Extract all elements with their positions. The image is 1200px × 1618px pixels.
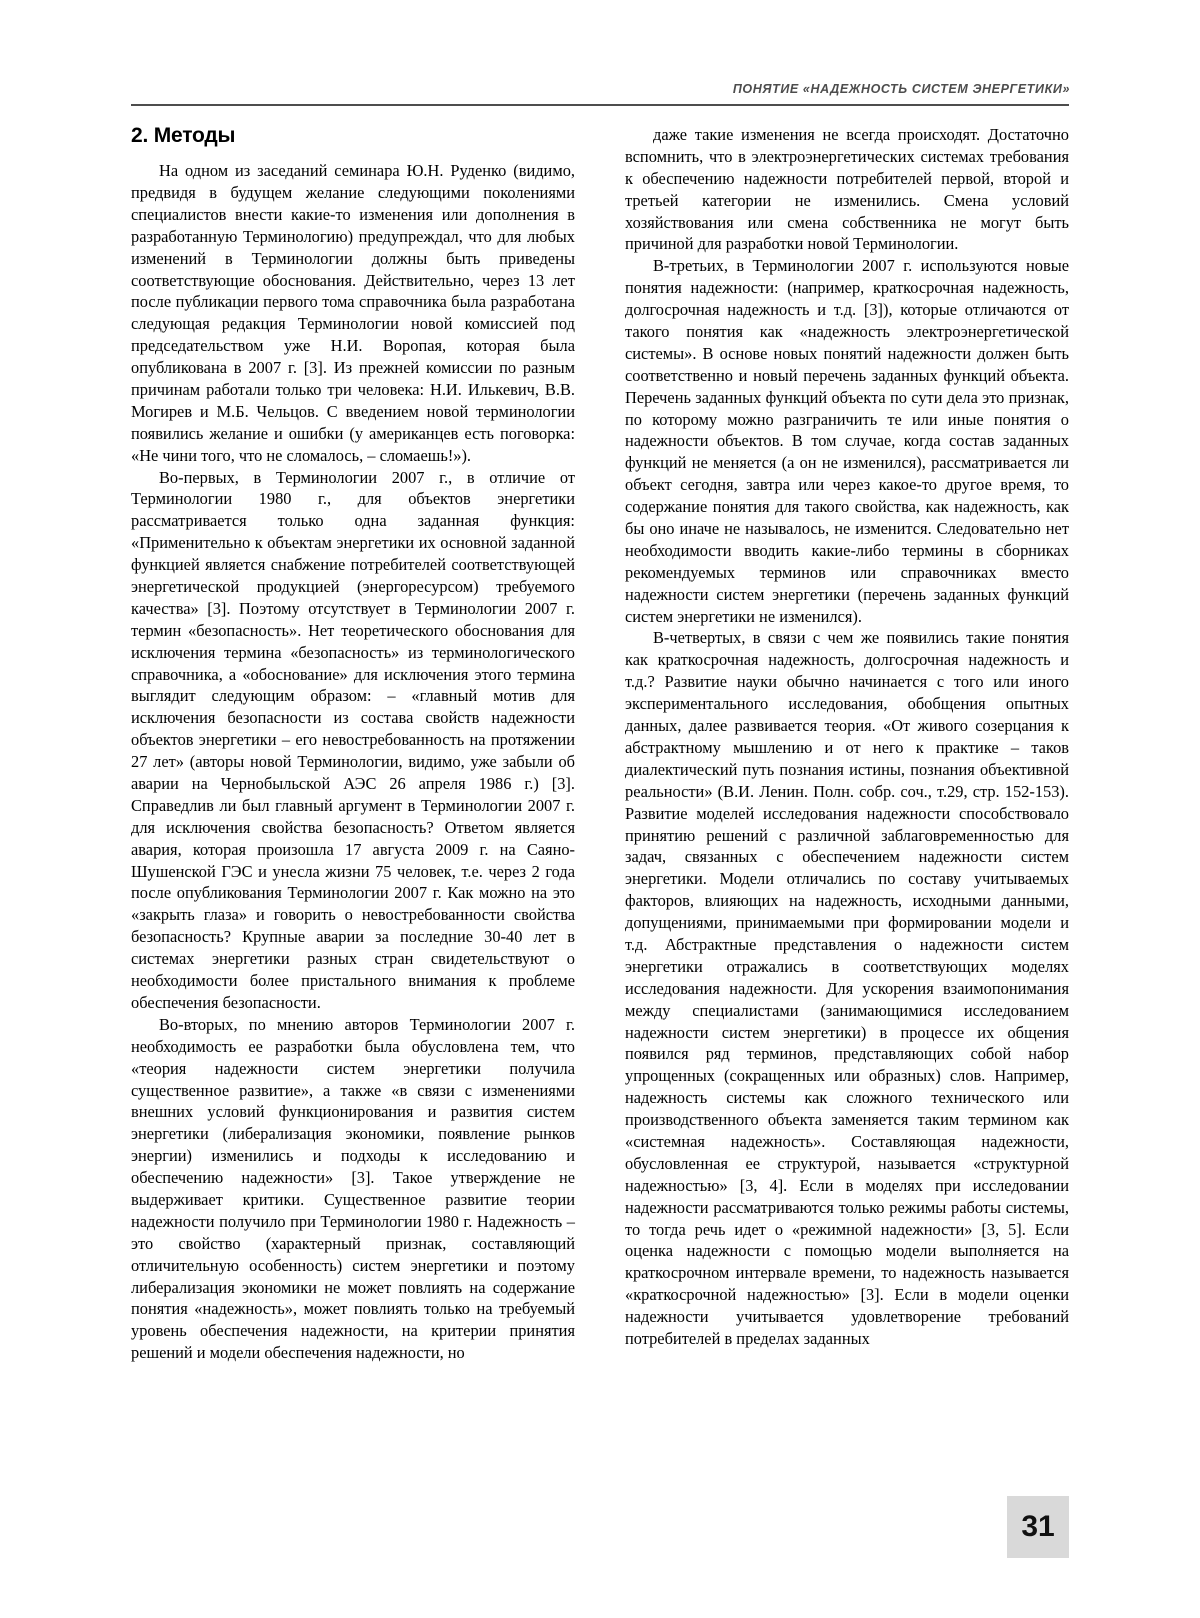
running-head: ПОНЯТИЕ «НАДЕЖНОСТЬ СИСТЕМ ЭНЕРГЕТИКИ» xyxy=(732,82,1070,96)
column-right xyxy=(625,124,1069,1454)
page-number-box xyxy=(1007,1496,1069,1558)
paragraph: На одном из заседаний семинара Ю.Н. Руденко (видимо, предвидя в будущем желание следующими поколениями специалистов внести какие-то изменения или дополнения в разработанную Терминологию) предупреждал, что для любых изменений в Терминологии должны быть приведены соответствующие обоснования. Действительно, через 13 лет после публикации первого тома справочника была разработана следующая редакция Терминологии новой комиссией под председательством уже Н.И. Воропая, которая была опубликована в 2007 г. [3]. Из прежней комиссии по разным причинам работали только три человека: Н.И. Илькевич, В.В. Могирев и М.Б. Чельцов. С введением новой терминологии появились желание и ошибки (у американцев есть поговорка: «Не чини того, что не сломалось, – сломаешь!»). xyxy=(131,161,575,465)
page-number: 31 xyxy=(1021,1510,1055,1543)
paragraph: даже такие изменения не всегда происходят. Достаточно вспомнить, что в электроэнергетических системах требования к обеспечению надежности потребителей первой, второй и третьей категории не изменились. Смена условий хозяйствования или смена собственника не могут быть причиной для разработки новой Терминологии. xyxy=(625,125,1069,254)
article-body xyxy=(131,124,1069,1454)
section-title: 2. Методы xyxy=(131,124,236,147)
paragraph: В-третьих, в Терминологии 2007 г. используются новые понятия надежности: (например, краткосрочная надежность, долгосрочная надежность и т.д. [3]), которые отличаются от такого понятия как «надежность электроэнергетической системы». В основе новых понятий надежности должен быть соответственно и новый перечень заданных функций объекта. Перечень заданных функций объекта по сути дела это признак, по которому можно разграничить те или иные понятия о надежности объектов. В том случае, когда состав заданных функций не меняется (а он не изменился), рассматривается ли объект сегодня, завтра или через какое-то другое время, то содержание понятия для такого свойства, как надежность, как бы оно иначе не называлось, не изменится. Следовательно нет необходимости вводить какие-либо термины в сборниках рекомендуемых терминов или справочниках вместо надежности систем энергетики (перечень заданных функций систем энергетики не изменился). xyxy=(625,256,1069,626)
paragraph: Во-вторых, по мнению авторов Терминологии 2007 г. необходимость ее разработки была обусловлена тем, что «теория надежности систем энергетики получила существенное развитие», а также «в связи с изменениями внешних условий функционирования и развития систем энергетики (либерализация экономики, появление рынков энергии) изменились и подходы к исследованию и обеспечению надежности» [3]. Такое утверждение не выдерживает критики. Существенное развитие теории надежности получило при Терминологии 1980 г. Надежность – это свойство (характерный признак, составляющий отличительную особенность) систем энергетики и поэтому либерализация экономики не может повлиять на содержание понятия «надежность», может повлиять только на требуемый уровень обеспечения надежности, на критерии принятия решений и модели обеспечения надежности, но xyxy=(131,1014,575,1363)
header-divider xyxy=(131,104,1069,106)
paragraph: Во-первых, в Терминологии 2007 г., в отличие от Терминологии 1980 г., для объектов энергетики рассматривается только одна заданная функция: «Применительно к объектам энергетики их основной заданной функцией является снабжение потребителей соответствующей энергетической продукцией (энергоресурсом) требуемого качества» [3]. Поэтому отсутствует в Терминологии 2007 г. термин «безопасность». Нет теоретического обоснования для исключения термина «безопасность» из терминологического справочника, а «обоснование» для исключения этого термина выглядит следующим образом: – «главный мотив для исключения безопасности из состава свойств надежности объектов энергетики – его невостребованность на протяжении 27 лет» (авторы новой Терминологии, видимо, уже забыли об аварии на Чернобыльской АЭС 26 апреля 1986 г.) [3]. Справедлив ли был главный аргумент в Терминологии 2007 г. для исключения свойства безопасность? Ответом является авария, которая произошла 17 августа 2009 г. на Саяно-Шушенской ГЭС и унесла жизни 75 человек, т.е. через 2 года после опубликования Терминологии 2007 г. Как можно на это «закрыть глаза» и говорить о невостребованности свойства безопасность? Крупные аварии за последние 30-40 лет в системах энергетики разных стран свидетельствуют о необходимости более пристального внимания к проблеме обеспечения безопасности. xyxy=(131,467,575,1012)
column-left xyxy=(131,124,575,1454)
paragraph: В-четвертых, в связи с чем же появились такие понятия как краткосрочная надежность, долгосрочная надежность и т.д.? Развитие науки обычно начинается с того или иного экспериментального исследования, обобщения опытных данных, далее развивается теория. «От живого созерцания к абстрактному мышлению и от него к практике – таков диалектический путь познания истины, познания объективной реальности» (В.И. Ленин. Полн. собр. соч., т.29, стр. 152-153). Развитие моделей исследования надежности способствовало принятию решений с различной заблаговременностью для задач, связанных с обеспечением надежности систем энергетики. Модели отличались по составу учитываемых факторов, влияющих на надежность, исходными данными, допущениями, принимаемыми при формировании модели и т.д. Абстрактные представления о надежности систем энергетики отражались в соответствующих моделях исследования надежности. Для ускорения взаимопонимания между специалистами (занимающимися исследованием надежности систем энергетики) в процессе их общения появился ряд терминов, представляющих собой набор упрощенных (сокращенных или образных) слов. Например, надежность системы как сложного технического или производственного объекта заменяется таким термином как «системная надежность». Составляющая надежности, обусловленная ее структурой, называется «структурной надежностью» [3, 4]. Если в моделях при исследовании надежности рассматриваются только режимы работы системы, то тогда речь идет о «режимной надежности» [3, 5]. Если оценка надежности с помощью модели выполняется на краткосрочном интервале времени, то надежность называется «краткосрочной надежностью» [3]. Если в модели оценки надежности учитывается удовлетворение требований потребителей в пределах заданных xyxy=(625,628,1069,1348)
